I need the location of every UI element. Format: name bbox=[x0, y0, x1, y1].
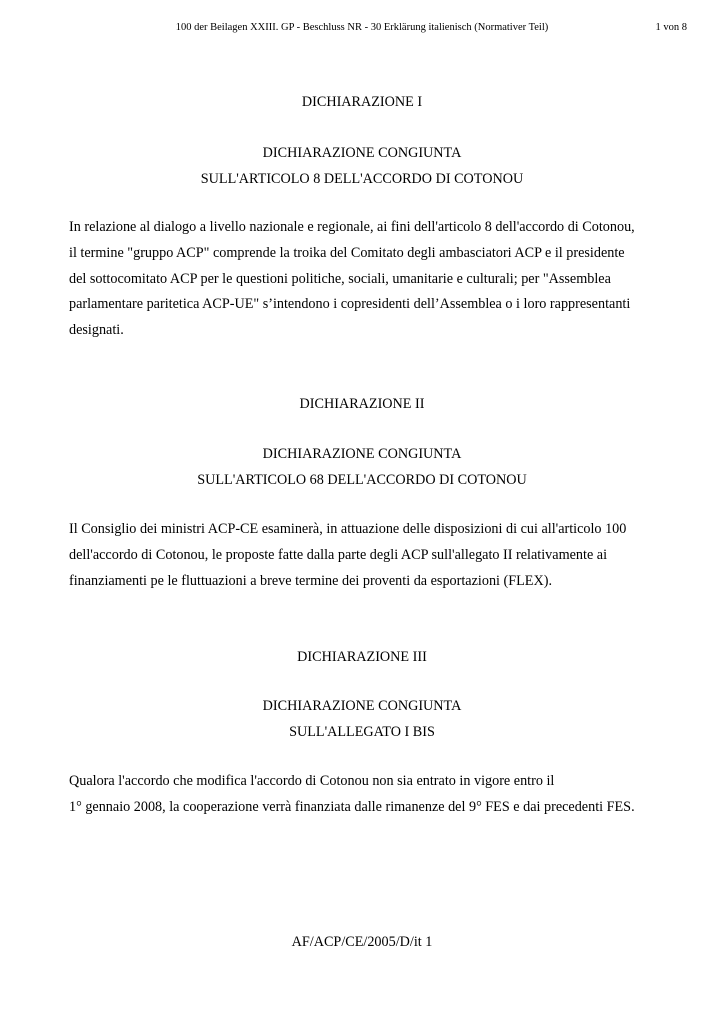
page-header bbox=[0, 22, 724, 38]
body-line: Qualora l'accordo che modifica l'accordo di Cotonou non sia entrato in vigore entro il bbox=[69, 773, 555, 789]
document-reference: AF/ACP/CE/2005/D/it 1 bbox=[291, 934, 433, 950]
declaration-2-body bbox=[69, 517, 669, 594]
declaration-1-title: DICHIARAZIONE I bbox=[301, 94, 423, 110]
declaration-3-subtitle-2: SULL'ALLEGATO I BIS bbox=[289, 724, 435, 740]
declaration-1-body bbox=[69, 215, 669, 344]
declaration-2-subtitle-1: DICHIARAZIONE CONGIUNTA bbox=[262, 446, 462, 462]
body-line: del sottocomitato ACP per le questioni politiche, sociali, umanitarie e culturali; per "Assemblea bbox=[69, 270, 611, 287]
declaration-2-subtitle-2: SULL'ARTICOLO 68 DELL'ACCORDO DI COTONOU bbox=[197, 472, 527, 488]
body-line: finanziamenti pe le fluttuazioni a breve termine dei proventi da esportazioni (FLEX). bbox=[69, 572, 552, 589]
declaration-3-subtitle-1: DICHIARAZIONE CONGIUNTA bbox=[262, 698, 462, 714]
body-line: In relazione al dialogo a livello nazionale e regionale, ai fini dell'articolo 8 dell'accordo di Cotonou, bbox=[69, 219, 635, 235]
body-line: Il Consiglio dei ministri ACP-CE esaminerà, in attuazione delle disposizioni di cui all'articolo 100 bbox=[69, 521, 627, 537]
body-line: dell'accordo di Cotonou, le proposte fatte dalla parte degli ACP sull'allegato II relativamente ai bbox=[69, 546, 608, 563]
body-line: il termine "gruppo ACP" comprende la troika del Comitato degli ambasciatori ACP e il presidente bbox=[69, 244, 625, 261]
declaration-3-title: DICHIARAZIONE III bbox=[297, 649, 427, 665]
declaration-2-title: DICHIARAZIONE II bbox=[299, 396, 425, 412]
declaration-1-subtitle-1: DICHIARAZIONE CONGIUNTA bbox=[262, 145, 462, 161]
page-number: 1 von 8 bbox=[655, 22, 687, 33]
declaration-3-body bbox=[69, 769, 669, 821]
body-line: 1° gennaio 2008, la cooperazione verrà finanziata dalle rimanenze del 9° FES e dai precedenti FES. bbox=[69, 798, 635, 815]
body-line: designati. bbox=[69, 322, 124, 339]
body-line: parlamentare paritetica ACP-UE" s’intendono i copresidenti dell’Assemblea o i loro rappresentanti bbox=[69, 296, 631, 313]
declaration-1-subtitle-2: SULL'ARTICOLO 8 DELL'ACCORDO DI COTONOU bbox=[200, 171, 524, 187]
header-title: 100 der Beilagen XXIII. GP - Beschluss NR - 30 Erklärung italienisch (Normativer Teil) bbox=[175, 22, 549, 33]
